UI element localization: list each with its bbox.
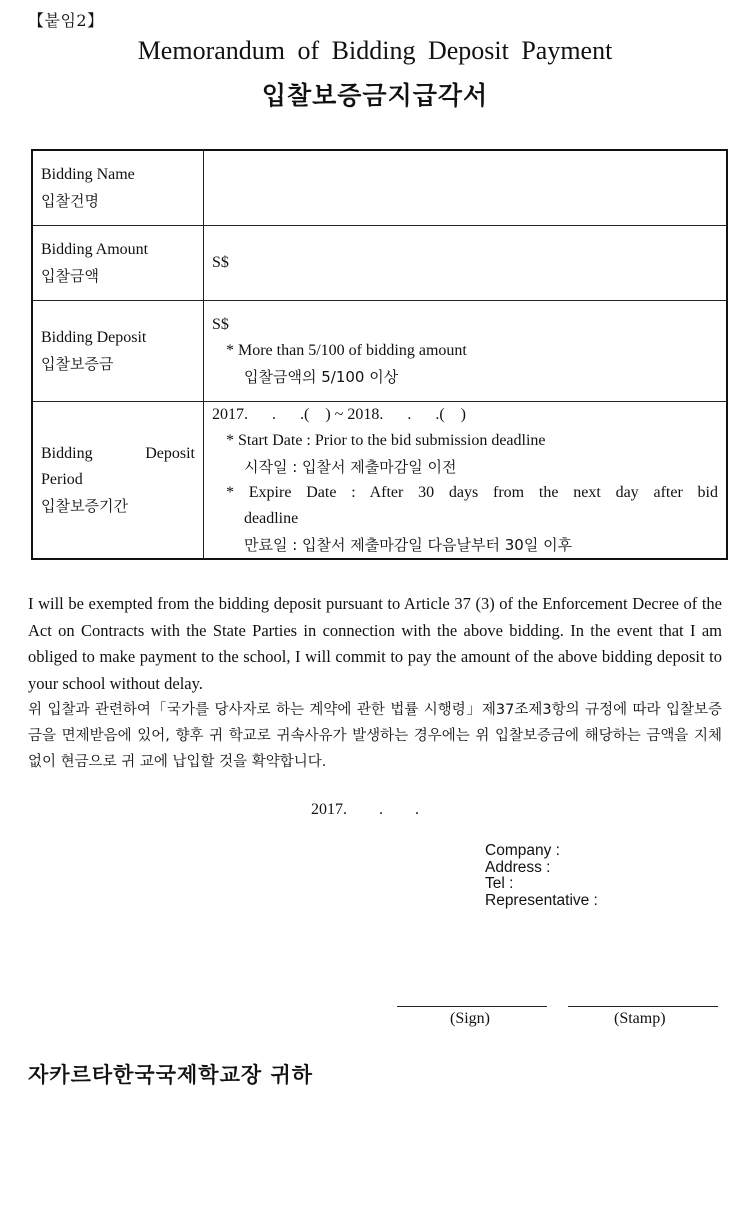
bidding-deposit-label-kr: 입찰보증금 — [41, 354, 114, 373]
bidding-period-label — [32, 401, 204, 559]
signing-date[interactable]: 2017. . . — [311, 801, 419, 818]
tel-field[interactable]: Tel : — [485, 875, 514, 892]
addressee: 자카르타한국국제학교장 귀하 — [28, 1063, 314, 1087]
bidding-period-label-en-line1 — [41, 441, 203, 467]
stamp-label: (Stamp) — [614, 1010, 666, 1027]
statement — [28, 591, 722, 775]
statement-en: I will be exempted from the bidding deposit pursuant to Article 37 (3) of the Enforcement Decree of the Act on Contracts with the State Parties in connection with the above bidding. In the event that I am obliged to make payment to the school, I will commit to pay the amount of the above bidding deposit to your school without delay. — [28, 594, 722, 693]
bidding-name-label — [32, 150, 204, 225]
expire-date-note-en-cont: deadline — [244, 509, 299, 527]
bidding-period-label-word1: Bidding — [41, 444, 93, 462]
bidding-deposit-value[interactable]: S$ — [212, 315, 229, 333]
bidding-deposit-note-kr: 입찰금액의 5/100 이상 — [244, 367, 399, 386]
table-row-bidding-period — [32, 401, 727, 559]
bidding-amount-label-en: Bidding Amount — [41, 240, 149, 258]
company-field[interactable]: Company : — [485, 842, 560, 859]
expire-date-note-kr: 만료일 : 입찰서 제출마감일 다음날부터 30일 이후 — [244, 535, 573, 554]
attachment-label: 【붙임2】 — [28, 11, 104, 30]
expire-date-note-en: * Expire Date : After 30 days from the next day after bid — [226, 483, 718, 501]
representative-field[interactable]: Representative : — [485, 891, 598, 909]
bidding-deposit-label-en: Bidding Deposit — [41, 328, 147, 346]
bidding-period-range[interactable]: 2017. . .( ) ~ 2018. . .( ) — [212, 405, 466, 423]
sign-label: (Sign) — [450, 1010, 490, 1027]
bidding-deposit-value-cell — [204, 300, 728, 401]
table-row-bidding-deposit — [32, 300, 727, 401]
bidding-period-value-cell — [204, 401, 728, 559]
bidding-amount-value[interactable]: S$ — [204, 225, 728, 300]
bidding-deposit-note-en: * More than 5/100 of bidding amount — [226, 341, 467, 359]
bidding-period-label-word2: Deposit — [145, 444, 195, 462]
bidding-amount-label — [32, 225, 204, 300]
applicant-info — [485, 843, 598, 909]
table-row-bidding-name — [32, 150, 727, 225]
bidding-name-label-en: Bidding Name — [41, 165, 135, 183]
bidding-name-value[interactable] — [204, 150, 728, 225]
bidding-info-table — [31, 149, 728, 560]
bidding-deposit-label — [32, 300, 204, 401]
table-row-bidding-amount — [32, 225, 727, 300]
bidding-amount-label-kr: 입찰금액 — [41, 266, 99, 285]
stamp-line[interactable] — [568, 1006, 718, 1007]
start-date-note-en: * Start Date : Prior to the bid submission deadline — [226, 431, 546, 449]
sign-line[interactable] — [397, 1006, 547, 1007]
bidding-period-label-en-line2: Period — [41, 470, 83, 488]
address-field[interactable]: Address : — [485, 858, 551, 876]
statement-kr: 위 입찰과 관련하여「국가를 당사자로 하는 계약에 관한 법률 시행령」제37조제3항의 규정에 따라 입찰보증금을 면제받음에 있어, 향후 귀 학교로 귀속사유가 발생하는 경우에는 위 입찰보증금에 해당하는 금액을 지체 없이 현금으로 귀 교에 납입할 것을 확약합니다. — [28, 702, 722, 770]
document-title-en: Memorandum of Bidding Deposit Payment — [137, 36, 613, 65]
bidding-name-label-kr: 입찰건명 — [41, 191, 99, 210]
document-title-kr: 입찰보증금지급각서 — [261, 81, 489, 110]
bidding-period-label-kr: 입찰보증기간 — [41, 496, 128, 515]
start-date-note-kr: 시작일 : 입찰서 제출마감일 이전 — [244, 457, 457, 476]
